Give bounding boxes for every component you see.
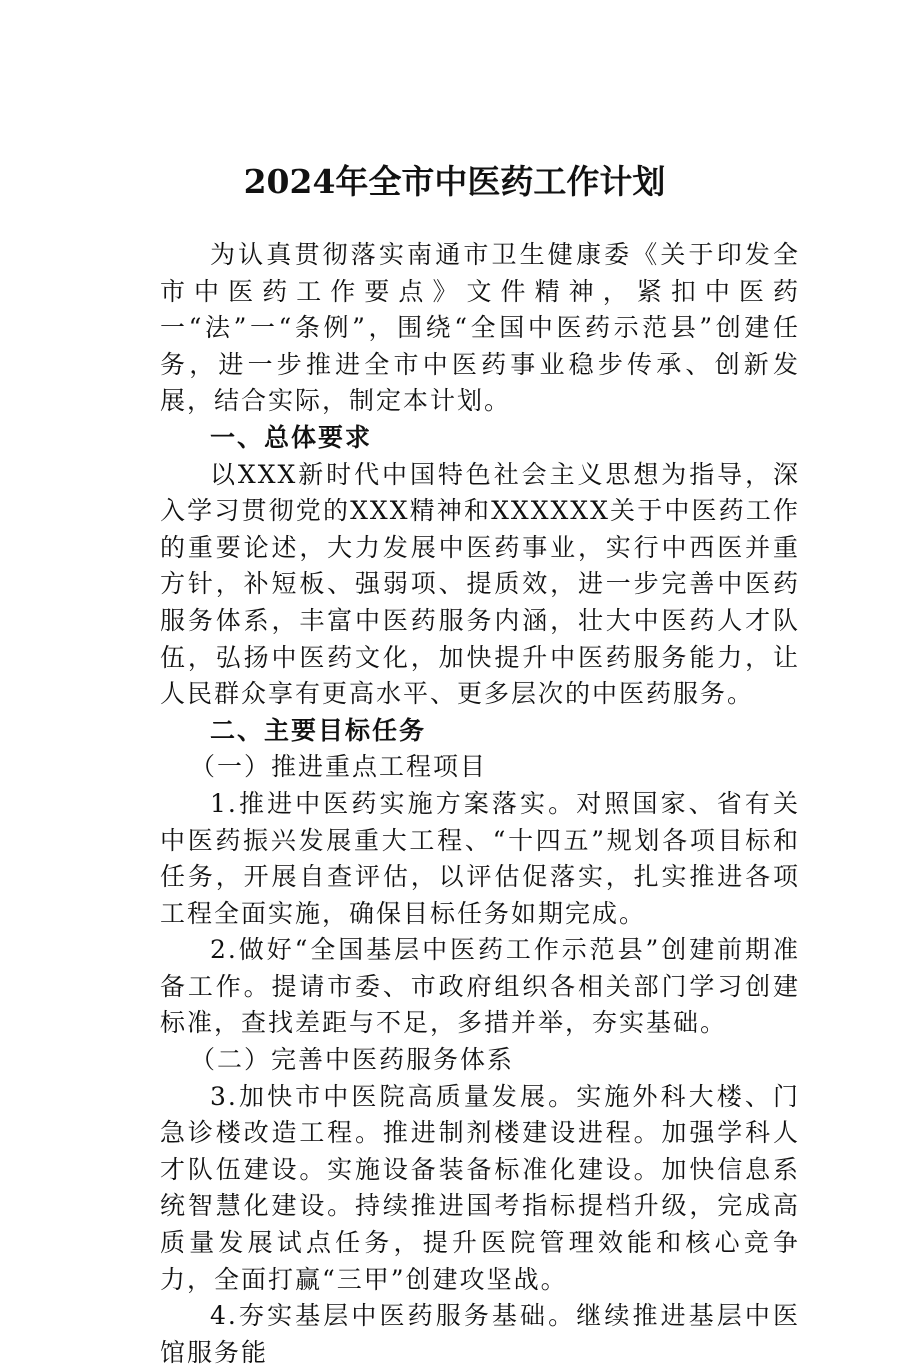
subsection-heading-key-projects: （一）推进重点工程项目 — [190, 752, 488, 782]
item-paragraph-4: 4.夯实基层中医药服务基础。继续推进基层中医馆服务能 — [160, 1301, 800, 1367]
section-heading-main-tasks: 二、主要目标任务 — [210, 715, 427, 745]
intro-paragraph: 为认真贯彻落实南通市卫生健康委《关于印发全市中医药工作要点》文件精神，紧扣中医药一“法”一“条例”，围绕“全国中医药示范县”创建任务，进一步推进全市中医药事业稳步传承、创新发展，结合实际，制定本计划。 — [160, 240, 800, 416]
section-heading-general-requirements: 一、总体要求 — [210, 422, 373, 452]
subsection-heading-service-system: （二）完善中医药服务体系 — [190, 1045, 515, 1075]
document-title: 2024年全市中医药工作计划 — [243, 162, 666, 201]
item-paragraph-3: 3.加快市中医院高质量发展。实施外科大楼、门急诊楼改造工程。推进制剂楼建设进程。加强学科人才队伍建设。实施设备装备标准化建设。加快信息系统智慧化建设。持续推进国考指标提档升级，完成高质量发展试点任务，提升医院管理效能和核心竞争力，全面打赢“三甲”创建攻坚战。 — [160, 1081, 800, 1294]
general-requirements-paragraph: 以XXX新时代中国特色社会主义思想为指导，深入学习贯彻党的XXX精神和XXXXXX关于中医药工作的重要论述，大力发展中医药事业，实行中西医并重方针，补短板、强弱项、提质效，进一步完善中医药服务体系，丰富中医药服务内涵，壮大中医药人才队伍，弘扬中医药文化，加快提升中医药服务能力，让人民群众享有更高水平、更多层次的中医药服务。 — [160, 459, 800, 709]
document-body — [160, 237, 800, 1371]
item-paragraph-1: 1.推进中医药实施方案落实。对照国家、省有关中医药振兴发展重大工程、“十四五”规划各项目标和任务，开展自查评估，以评估促落实，扎实推进各项工程全面实施，确保目标任务如期完成。 — [160, 788, 800, 928]
item-paragraph-2: 2.做好“全国基层中医药工作示范县”创建前期准备工作。提请市委、市政府组织各相关部门学习创建标准，查找差距与不足，多措并举，夯实基础。 — [160, 935, 800, 1038]
